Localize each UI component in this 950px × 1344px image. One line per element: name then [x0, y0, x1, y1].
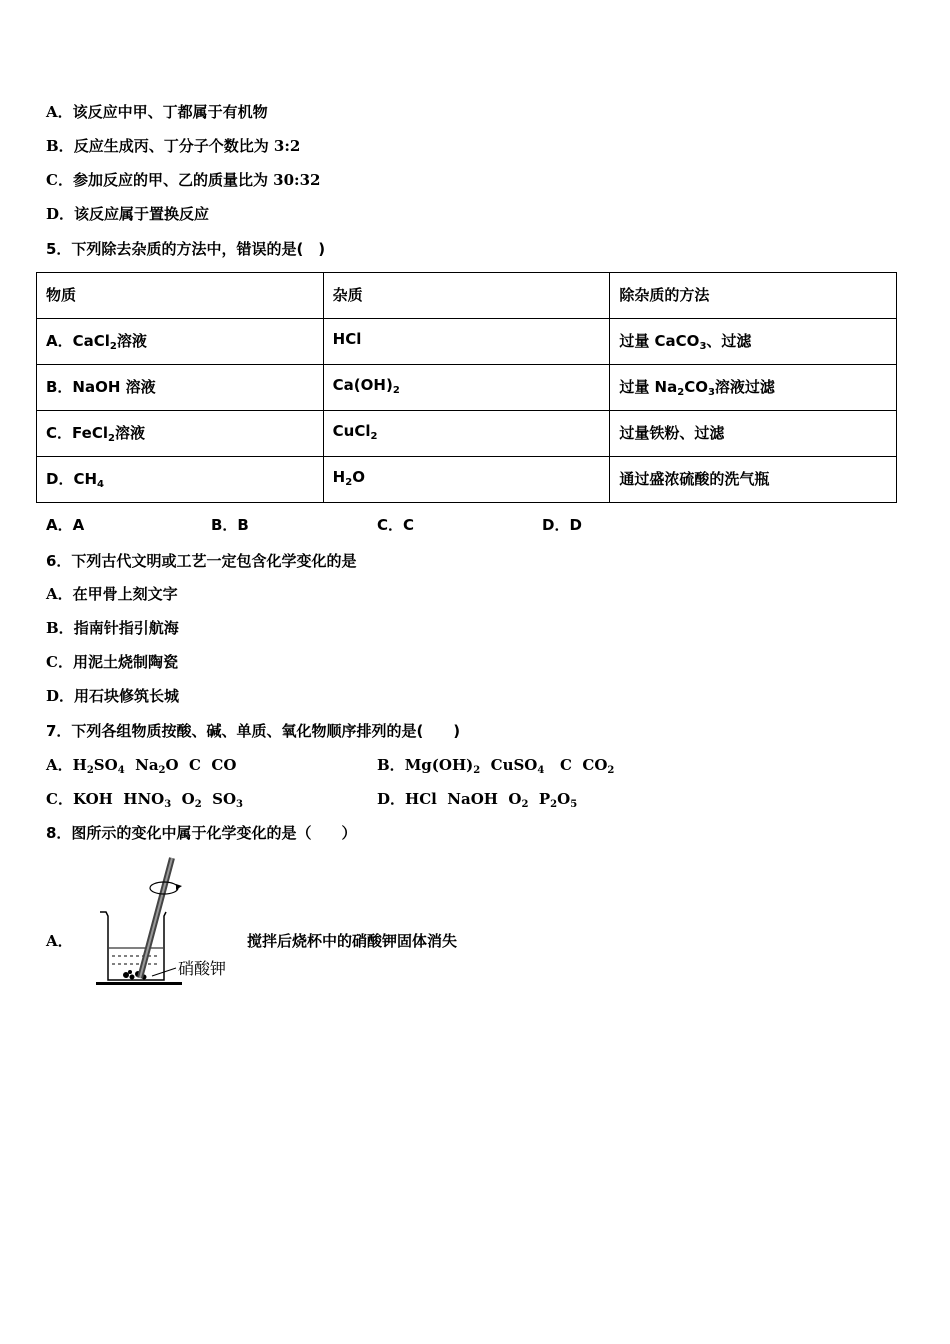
q7-stem: 7．下列各组物质按酸、碱、单质、氧化物顺序排列的是( ) [46, 722, 461, 740]
q4-option-d: D．该反应属于置换反应 [46, 205, 210, 223]
table-row [37, 411, 897, 457]
cell-substance: C．FeCl$_2$溶液 [37, 411, 324, 457]
q7-option-d: D．HCl NaOH $O_2$ $P_2O_5$ [377, 790, 578, 810]
cell-impurity: $H_2O$ [323, 457, 610, 503]
q6-option-d: D．用石块修筑长城 [46, 687, 180, 705]
q8-stem: 8．图所示的变化中属于化学变化的是（ ） [46, 824, 357, 842]
cell-substance: B．NaOH 溶液 [37, 365, 324, 411]
q5-answer-c: C．C [377, 516, 415, 534]
q6-stem: 6．下列古代文明或工艺一定包含化学变化的是 [46, 552, 357, 570]
q5-answer-a: A．A [46, 516, 85, 534]
figure-label-kno3: 硝酸钾 [178, 959, 227, 978]
q4-option-c: C．参加反应的甲、乙的质量比为 30:32 [46, 171, 321, 189]
header-substance: 物质 [37, 273, 324, 319]
q7-option-b: B．$Mg(OH)_2$ CuSO$_4$ C $CO_2$ [377, 756, 615, 776]
table-row [37, 365, 897, 411]
q5-table [36, 272, 897, 503]
q7-option-a: A．$H_2SO_4$ $Na_2O$ C CO [46, 756, 237, 776]
q4-option-b: B．反应生成丙、丁分子个数比为 3:2 [46, 137, 301, 155]
beaker-figure [92, 856, 242, 996]
q6-option-c: C．用泥土烧制陶瓷 [46, 653, 178, 671]
cell-impurity: HCl [323, 319, 610, 365]
cell-method: 过量 CaCO$_3$、过滤 [610, 319, 897, 365]
header-impurity: 杂质 [323, 273, 610, 319]
cell-method: 过量铁粉、过滤 [610, 411, 897, 457]
cell-impurity: CuCl$_2$ [323, 411, 610, 457]
q8-option-a-label: A． [46, 932, 73, 950]
q5-stem: 5．下列除去杂质的方法中，错误的是( ) [46, 240, 326, 258]
q8-option-a-text: 搅拌后烧杯中的硝酸钾固体消失 [247, 932, 458, 950]
cell-substance: D．$CH_4$ [37, 457, 324, 503]
q6-option-b: B．指南针指引航海 [46, 619, 179, 637]
header-method: 除杂质的方法 [610, 273, 897, 319]
q5-answer-d: D．D [542, 516, 582, 534]
cell-method: 过量 $Na_2CO_3$溶液过滤 [610, 365, 897, 411]
q7-option-c: C．KOH $HNO_3$ $O_2$ $SO_3$ [46, 790, 243, 810]
cell-substance: A．CaCl$_2$溶液 [37, 319, 324, 365]
q6-option-a: A．在甲骨上刻文字 [46, 585, 178, 603]
cell-impurity: $Ca(OH)_2$ [323, 365, 610, 411]
table-header-row [37, 273, 897, 319]
table-row [37, 319, 897, 365]
q4-option-a: A．该反应中甲、丁都属于有机物 [46, 103, 268, 121]
q5-answer-b: B．B [211, 516, 249, 534]
cell-method: 通过盛浓硫酸的洗气瓶 [610, 457, 897, 503]
table-row [37, 457, 897, 503]
